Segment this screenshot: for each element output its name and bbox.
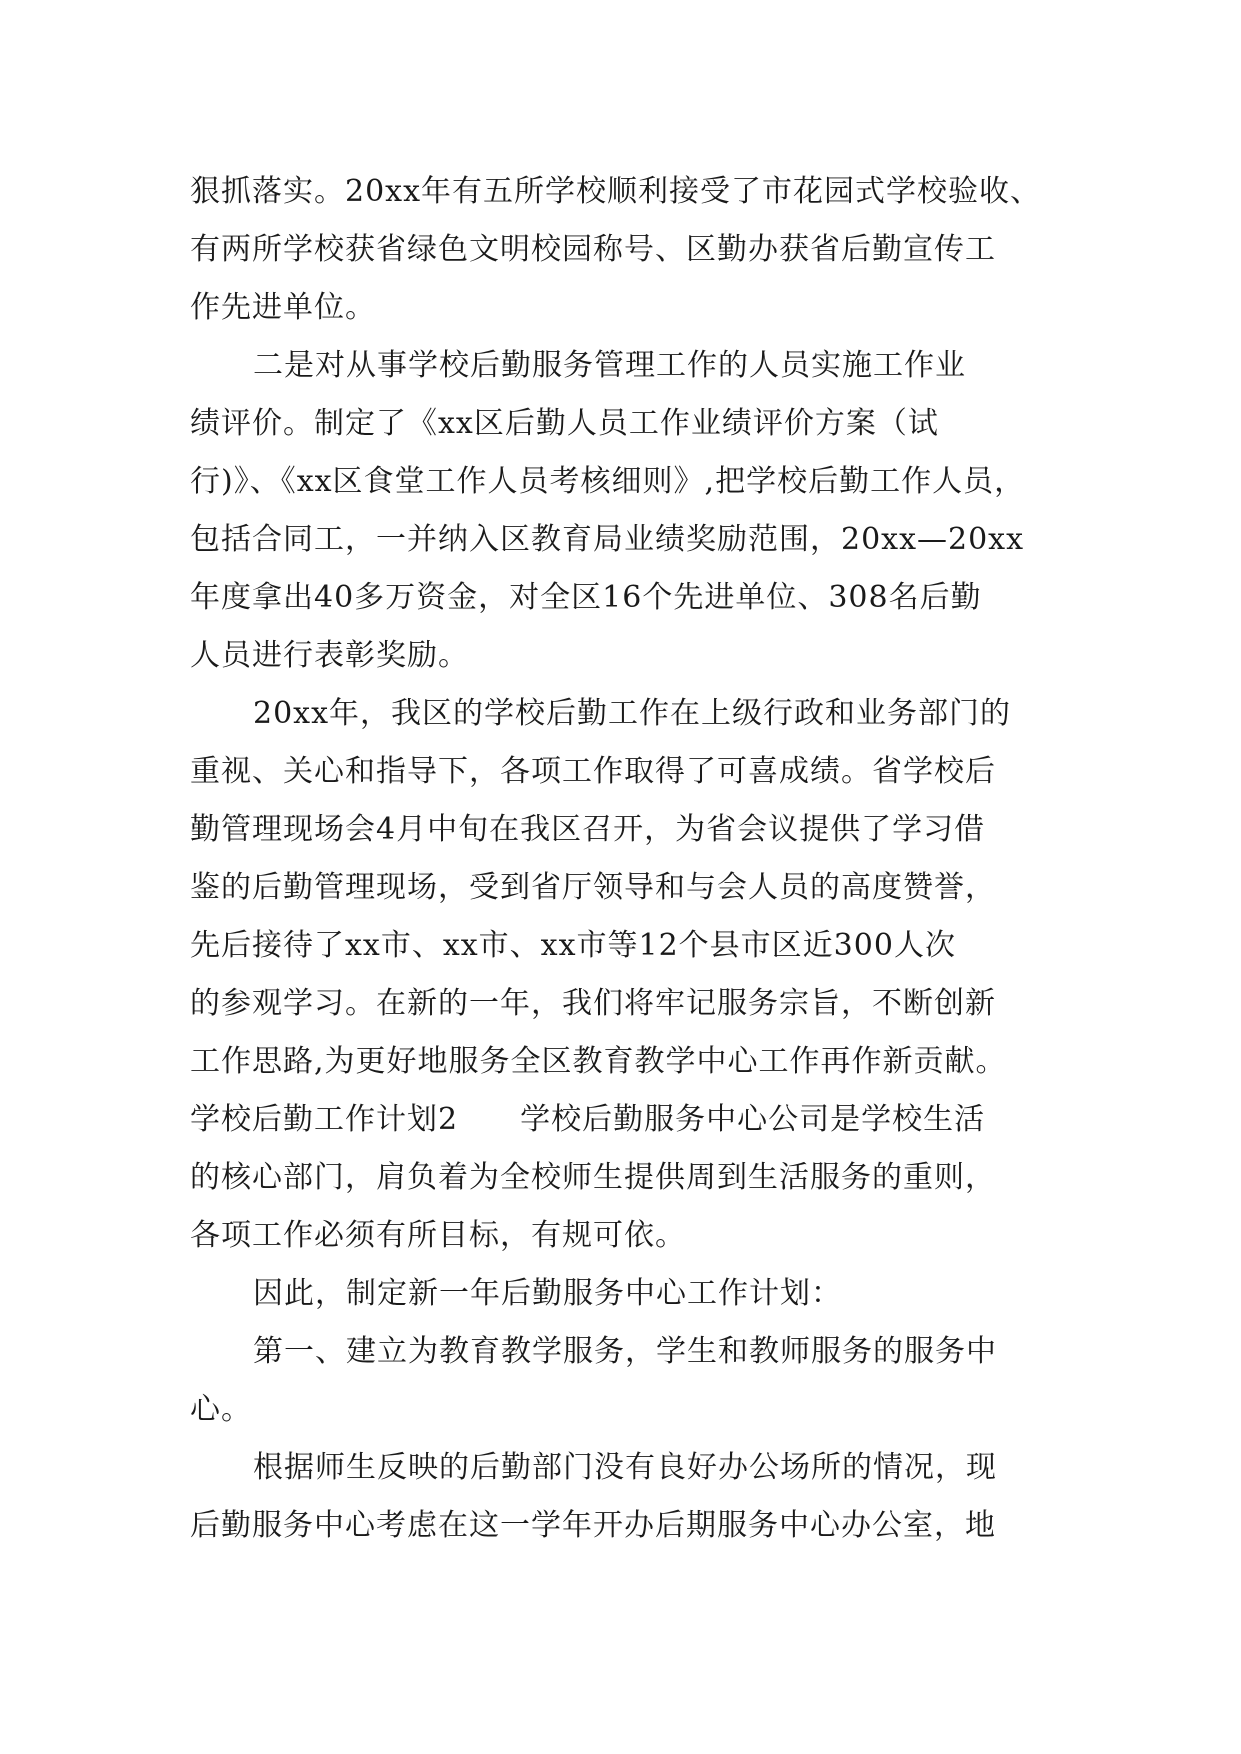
text-line: 的核心部门，肩负着为全校师生提供周到生活服务的重则， — [190, 1160, 996, 1195]
text-line: 鉴的后勤管理现场，受到省厅领导和与会人员的高度赞誉， — [190, 870, 996, 905]
text-line: 的参观学习。在新的一年，我们将牢记服务宗旨，不断创新 — [190, 986, 996, 1021]
text-line: 作先进单位。 — [190, 290, 376, 325]
text-line: 狠抓落实。20xx年有五所学校顺利接受了市花园式学校验收、 — [190, 174, 1042, 209]
text-line: 先后接待了xx市、xx市、xx市等12个县市区近300人次 — [190, 928, 956, 963]
text-line: 心。 — [190, 1392, 252, 1427]
text-line: 20xx年，我区的学校后勤工作在上级行政和业务部门的 — [253, 696, 1012, 731]
text-line: 后勤服务中心考虑在这一学年开办后期服务中心办公室，地 — [190, 1508, 996, 1543]
text-line: 绩评价。制定了《xx区后勤人员工作业绩评价方案（试 — [190, 406, 939, 441]
text-line: 学校后勤工作计划2 学校后勤服务中心公司是学校生活 — [190, 1102, 986, 1137]
document-body — [190, 163, 1090, 1555]
text-line: 第一、建立为教育教学服务，学生和教师服务的服务中 — [253, 1334, 997, 1369]
text-line: 根据师生反映的后勤部门没有良好办公场所的情况，现 — [253, 1450, 997, 1485]
text-line: 二是对从事学校后勤服务管理工作的人员实施工作业 — [253, 348, 966, 383]
text-line: 有两所学校获省绿色文明校园称号、区勤办获省后勤宣传工 — [190, 232, 996, 267]
text-line: 包括合同工，一并纳入区教育局业绩奖励范围，20xx—20xx — [190, 522, 1025, 557]
text-line: 重视、关心和指导下，各项工作取得了可喜成绩。省学校后 — [190, 754, 996, 789]
text-line: 人员进行表彰奖励。 — [190, 638, 469, 673]
text-line: 工作思路,为更好地服务全区教育教学中心工作再作新贡献。 — [190, 1044, 1007, 1079]
text-line: 因此，制定新一年后勤服务中心工作计划： — [253, 1276, 842, 1311]
text-line: 各项工作必须有所目标，有规可依。 — [190, 1218, 686, 1253]
text-line: 勤管理现场会4月中旬在我区召开，为省会议提供了学习借 — [190, 812, 986, 847]
text-line: 年度拿出40多万资金，对全区16个先进单位、308名后勤 — [190, 580, 982, 615]
text-line: 行)》、《xx区食堂工作人员考核细则》,把学校后勤工作人员， — [190, 464, 1026, 499]
